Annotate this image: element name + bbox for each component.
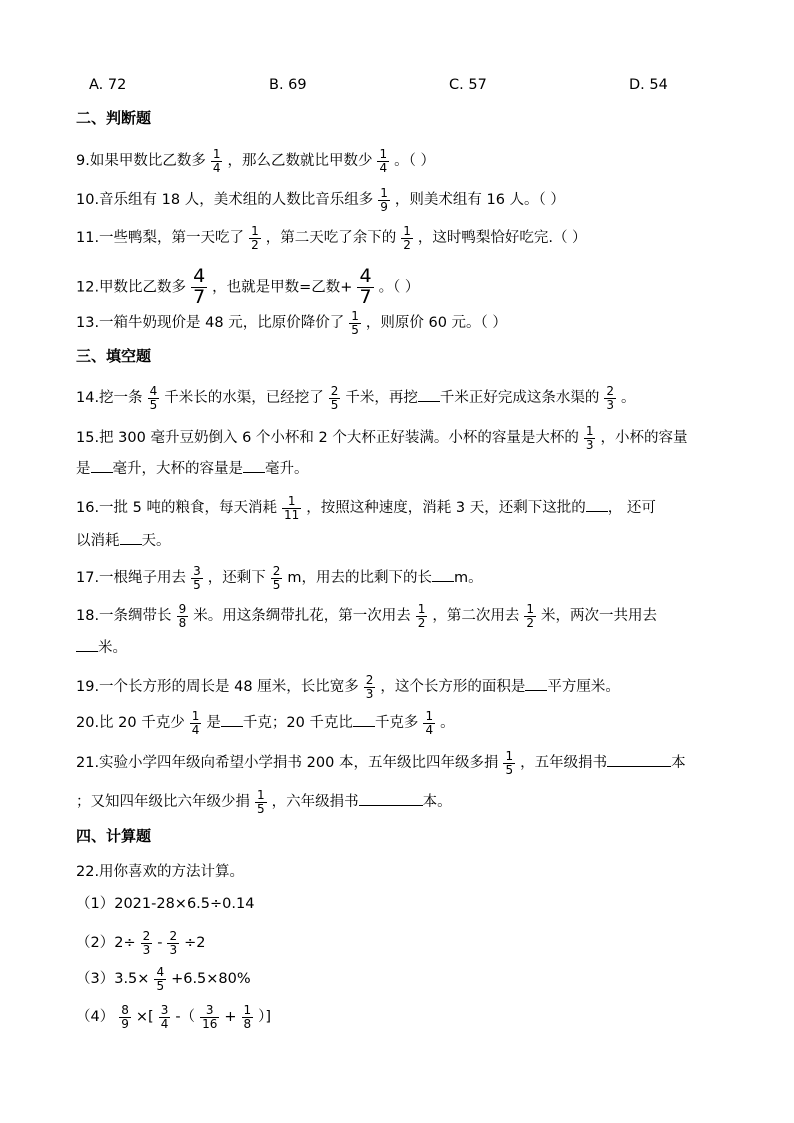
question-13: 13.一箱牛奶现价是 48 元，比原价降价了 $\frac{1}{5}$ ，则原价 60 元。（ ） [76,309,507,337]
calc-item-4: （4） $\frac{8}{9}$ ×[ $\frac{3}{4}$ -（ $\frac{3}{16}$ + $\frac{1}{8}$ ）] [76,1003,272,1031]
answer-blank[interactable] [91,458,113,473]
calc-item-3: （3）3.5× $\frac{4}{5}$ +6.5×80% [76,965,251,993]
fraction: $\frac{1}{2}$ [403,224,411,252]
answer-blank[interactable] [221,712,243,727]
answer-blank[interactable] [525,676,547,691]
question-16: 16.一批 5 吨的粮食，每天消耗 $\frac{1}{11}$ ，按照这种速度，消耗 3 天，还剩下这批的 ， 还可 [76,494,656,522]
fraction: $\frac{1}{9}$ [380,186,388,214]
answer-blank[interactable] [586,497,608,512]
fraction: $\frac{4}{7}$ [359,265,372,308]
question-19: 19.一个长方形的周长是 48 厘米，长比宽多 $\frac{2}{3}$ ，这个长方形的面积是 平方厘米。 [76,673,620,701]
option-a: A. 72 [89,77,127,93]
fraction: $\frac{4}{5}$ [156,965,165,993]
fraction: $\frac{1}{4}$ [425,709,434,737]
answer-blank[interactable] [359,791,423,806]
answer-blank[interactable] [432,567,454,582]
answer-blank[interactable] [353,712,375,727]
fraction: $\frac{3}{16}$ [202,1003,218,1031]
question-17: 17.一根绳子用去 $\frac{3}{5}$ ，还剩下 $\frac{2}{5}$ m，用去的比剩下的长 m。 [76,564,483,592]
fraction: $\frac{3}{5}$ [193,564,201,592]
fraction: $\frac{1}{2}$ [417,602,426,630]
fraction: $\frac{3}{4}$ [160,1003,169,1031]
fraction: $\frac{2}{3}$ [169,929,178,957]
answer-blank[interactable] [76,637,98,652]
answer-options [89,77,729,95]
option-c: C. 57 [449,77,487,93]
fraction: $\frac{1}{5}$ [505,749,514,777]
fraction: $\frac{1}{4}$ [379,147,388,175]
option-b: B. 69 [269,77,307,93]
question-20: 20.比 20 千克少 $\frac{1}{4}$ 是 千克；20 千克比 千克多 $\frac{1}{4}$ 。 [76,709,455,737]
fraction: $\frac{2}{5}$ [330,384,339,412]
question-15: 15.把 300 毫升豆奶倒入 6 个小杯和 2 个大杯正好装满。小杯的容量是大杯的 $\frac{1}{3}$ ，小杯的容量 [76,424,688,452]
question-22-title: 22.用你喜欢的方法计算。 [76,864,245,880]
section-heading-calc: 四、计算题 [76,827,152,845]
fraction: $\frac{1}{3}$ [585,424,594,452]
answer-blank[interactable] [243,458,265,473]
question-10: 10.音乐组有 18 人，美术组的人数比音乐组多 $\frac{1}{9}$ ，则美术组有 16 人。（ ） [76,186,565,214]
section-heading-judge: 二、判断题 [76,109,152,127]
calc-item-2: （2）2÷ $\frac{2}{3}$ - $\frac{2}{3}$ ÷2 [76,929,206,957]
option-d: D. 54 [629,77,668,93]
fraction: $\frac{2}{5}$ [272,564,281,592]
fraction: $\frac{1}{2}$ [526,602,534,630]
calc-item-1: （1）2021-28×6.5÷0.14 [76,896,255,912]
fraction: $\frac{4}{5}$ [149,384,158,412]
section-heading-fill: 三、填空题 [76,347,152,365]
question-15-continued: 是 毫升，大杯的容量是 毫升。 [76,458,309,479]
fraction: $\frac{4}{7}$ [193,265,206,308]
fraction: $\frac{1}{2}$ [251,224,259,252]
fraction: $\frac{1}{5}$ [257,788,265,816]
answer-blank[interactable] [607,752,671,767]
fraction: $\frac{1}{4}$ [191,709,200,737]
fraction: $\frac{1}{11}$ [284,494,300,522]
question-12: 12.甲数比乙数多 $\frac{4}{7}$ ，也就是甲数=乙数+ $\frac{4}{7}$ 。（ ） [76,265,420,308]
answer-blank[interactable] [120,530,142,545]
question-21: 21.实验小学四年级向希望小学捐书 200 本，五年级比四年级多捐 $\frac{1}{5}$ ，五年级捐书 本 [76,749,686,777]
fraction: $\frac{8}{9}$ [121,1003,129,1031]
fraction: $\frac{2}{3}$ [365,673,374,701]
question-18: 18.一条绸带长 $\frac{9}{8}$ 米。用这条绸带扎花，第一次用去 $\frac{1}{2}$ ，第二次用去 $\frac{1}{2}$ 米，两次一共用去 [76,602,657,630]
fraction: $\frac{2}{3}$ [606,384,614,412]
question-14: 14.挖一条 $\frac{4}{5}$ 千米长的水渠，已经挖了 $\frac{2}{5}$ 千米，再挖 千米正好完成这条水渠的 $\frac{2}{3}$ 。 [76,384,636,412]
question-21-continued: ；又知四年级比六年级少捐 $\frac{1}{5}$ ，六年级捐书 本。 [76,788,452,816]
fraction: $\frac{1}{8}$ [243,1003,252,1031]
question-11: 11.一些鸭梨，第一天吃了 $\frac{1}{2}$ ，第二天吃了余下的 $\frac{1}{2}$ ，这时鸭梨恰好吃完.（ ） [76,224,587,252]
fraction: $\frac{9}{8}$ [178,602,187,630]
answer-blank[interactable] [418,387,440,402]
question-16-continued: 以消耗 天。 [76,530,171,551]
fraction: $\frac{1}{5}$ [351,309,359,337]
fraction: $\frac{2}{3}$ [142,929,151,957]
question-9: 9.如果甲数比乙数多 $\frac{1}{4}$ ，那么乙数就比甲数少 $\frac{1}{4}$ 。（ ） [76,147,435,175]
question-18-continued: 米。 [76,637,127,658]
fraction: $\frac{1}{4}$ [212,147,221,175]
